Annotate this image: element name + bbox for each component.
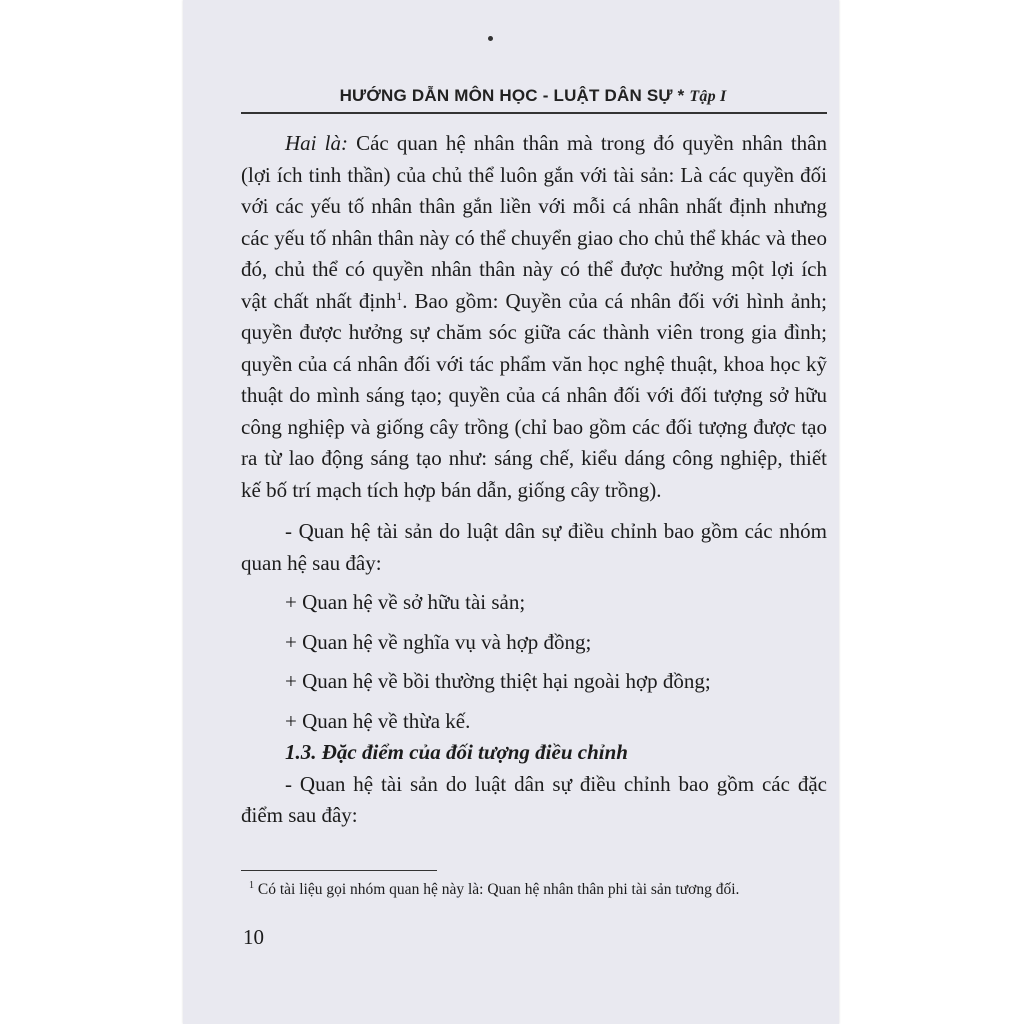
header-rule: [241, 112, 827, 114]
book-page: [183, 0, 839, 1024]
list-item: + Quan hệ về thừa kế.: [285, 708, 471, 733]
header-volume: Tập I: [689, 88, 727, 105]
paragraph-quan-he-tai-san: - Quan hệ tài sản do luật dân sự điều chỉnh bao gồm các nhóm quan hệ sau đây:: [241, 519, 827, 575]
footnote-rule: [241, 870, 437, 871]
footnote: [241, 880, 827, 899]
list-item: + Quan hệ về bồi thường thiệt hại ngoài hợp đồng;: [285, 669, 711, 693]
list-item: + Quan hệ về sở hữu tài sản;: [285, 590, 526, 614]
footnote-text: Có tài liệu gọi nhóm quan hệ này là: Quan hệ nhân thân phi tài sản tương đối.: [254, 881, 740, 899]
running-header: [243, 86, 823, 110]
section-heading: 1.3. Đặc điểm của đối tượng điều chỉnh: [285, 740, 628, 764]
paragraph-dac-diem: - Quan hệ tài sản do luật dân sự điều chỉnh bao gồm các đặc điểm sau đây:: [241, 771, 827, 827]
paragraph-text-a: Các quan hệ nhân thân mà trong đó quyền nhân thân (lợi ích tinh thần) của chủ thể luôn gắn với tài sản: Là các quyền đối với các yếu tố nhân thân gắn liền với mỗi cá nhân nhất định nhưng các yếu tố nhân thân này có thể chuyển giao cho chủ thể khác và theo đó, chủ thể có quyền nhân thân này có thể được hưởng một lợi ích vật chất nhất định: [241, 131, 828, 313]
page-number: 10: [243, 925, 264, 949]
page-body: [241, 128, 827, 832]
paragraph-lead: Hai là:: [285, 131, 348, 155]
paragraph-hai-la: [241, 128, 827, 506]
paragraph-text-b: . Bao gồm: Quyền của cá nhân đối với hình ảnh; quyền được hưởng sự chăm sóc giữa các thành viên trong gia đình; quyền của cá nhân đối với tác phẩm văn học nghệ thuật, khoa học kỹ thuật do mình sáng tạo; quyền của cá nhân đối với đối tượng sở hữu công nghiệp và giống cây trồng (chỉ bao gồm các đối tượng được tạo ra từ lao động sáng tạo như: sáng chế, kiểu dáng công nghiệp, thiết kế bố trí mạch tích hợp bán dẫn, giống cây trồng).: [241, 288, 827, 502]
footnote-ref[interactable]: 1: [396, 288, 403, 303]
footnote-marker: 1: [249, 880, 254, 891]
top-dot-mark: [488, 36, 493, 41]
list-item: + Quan hệ về nghĩa vụ và hợp đồng;: [285, 629, 592, 654]
header-title: HƯỚNG DẪN MÔN HỌC - LUẬT DÂN SỰ *: [339, 86, 685, 105]
